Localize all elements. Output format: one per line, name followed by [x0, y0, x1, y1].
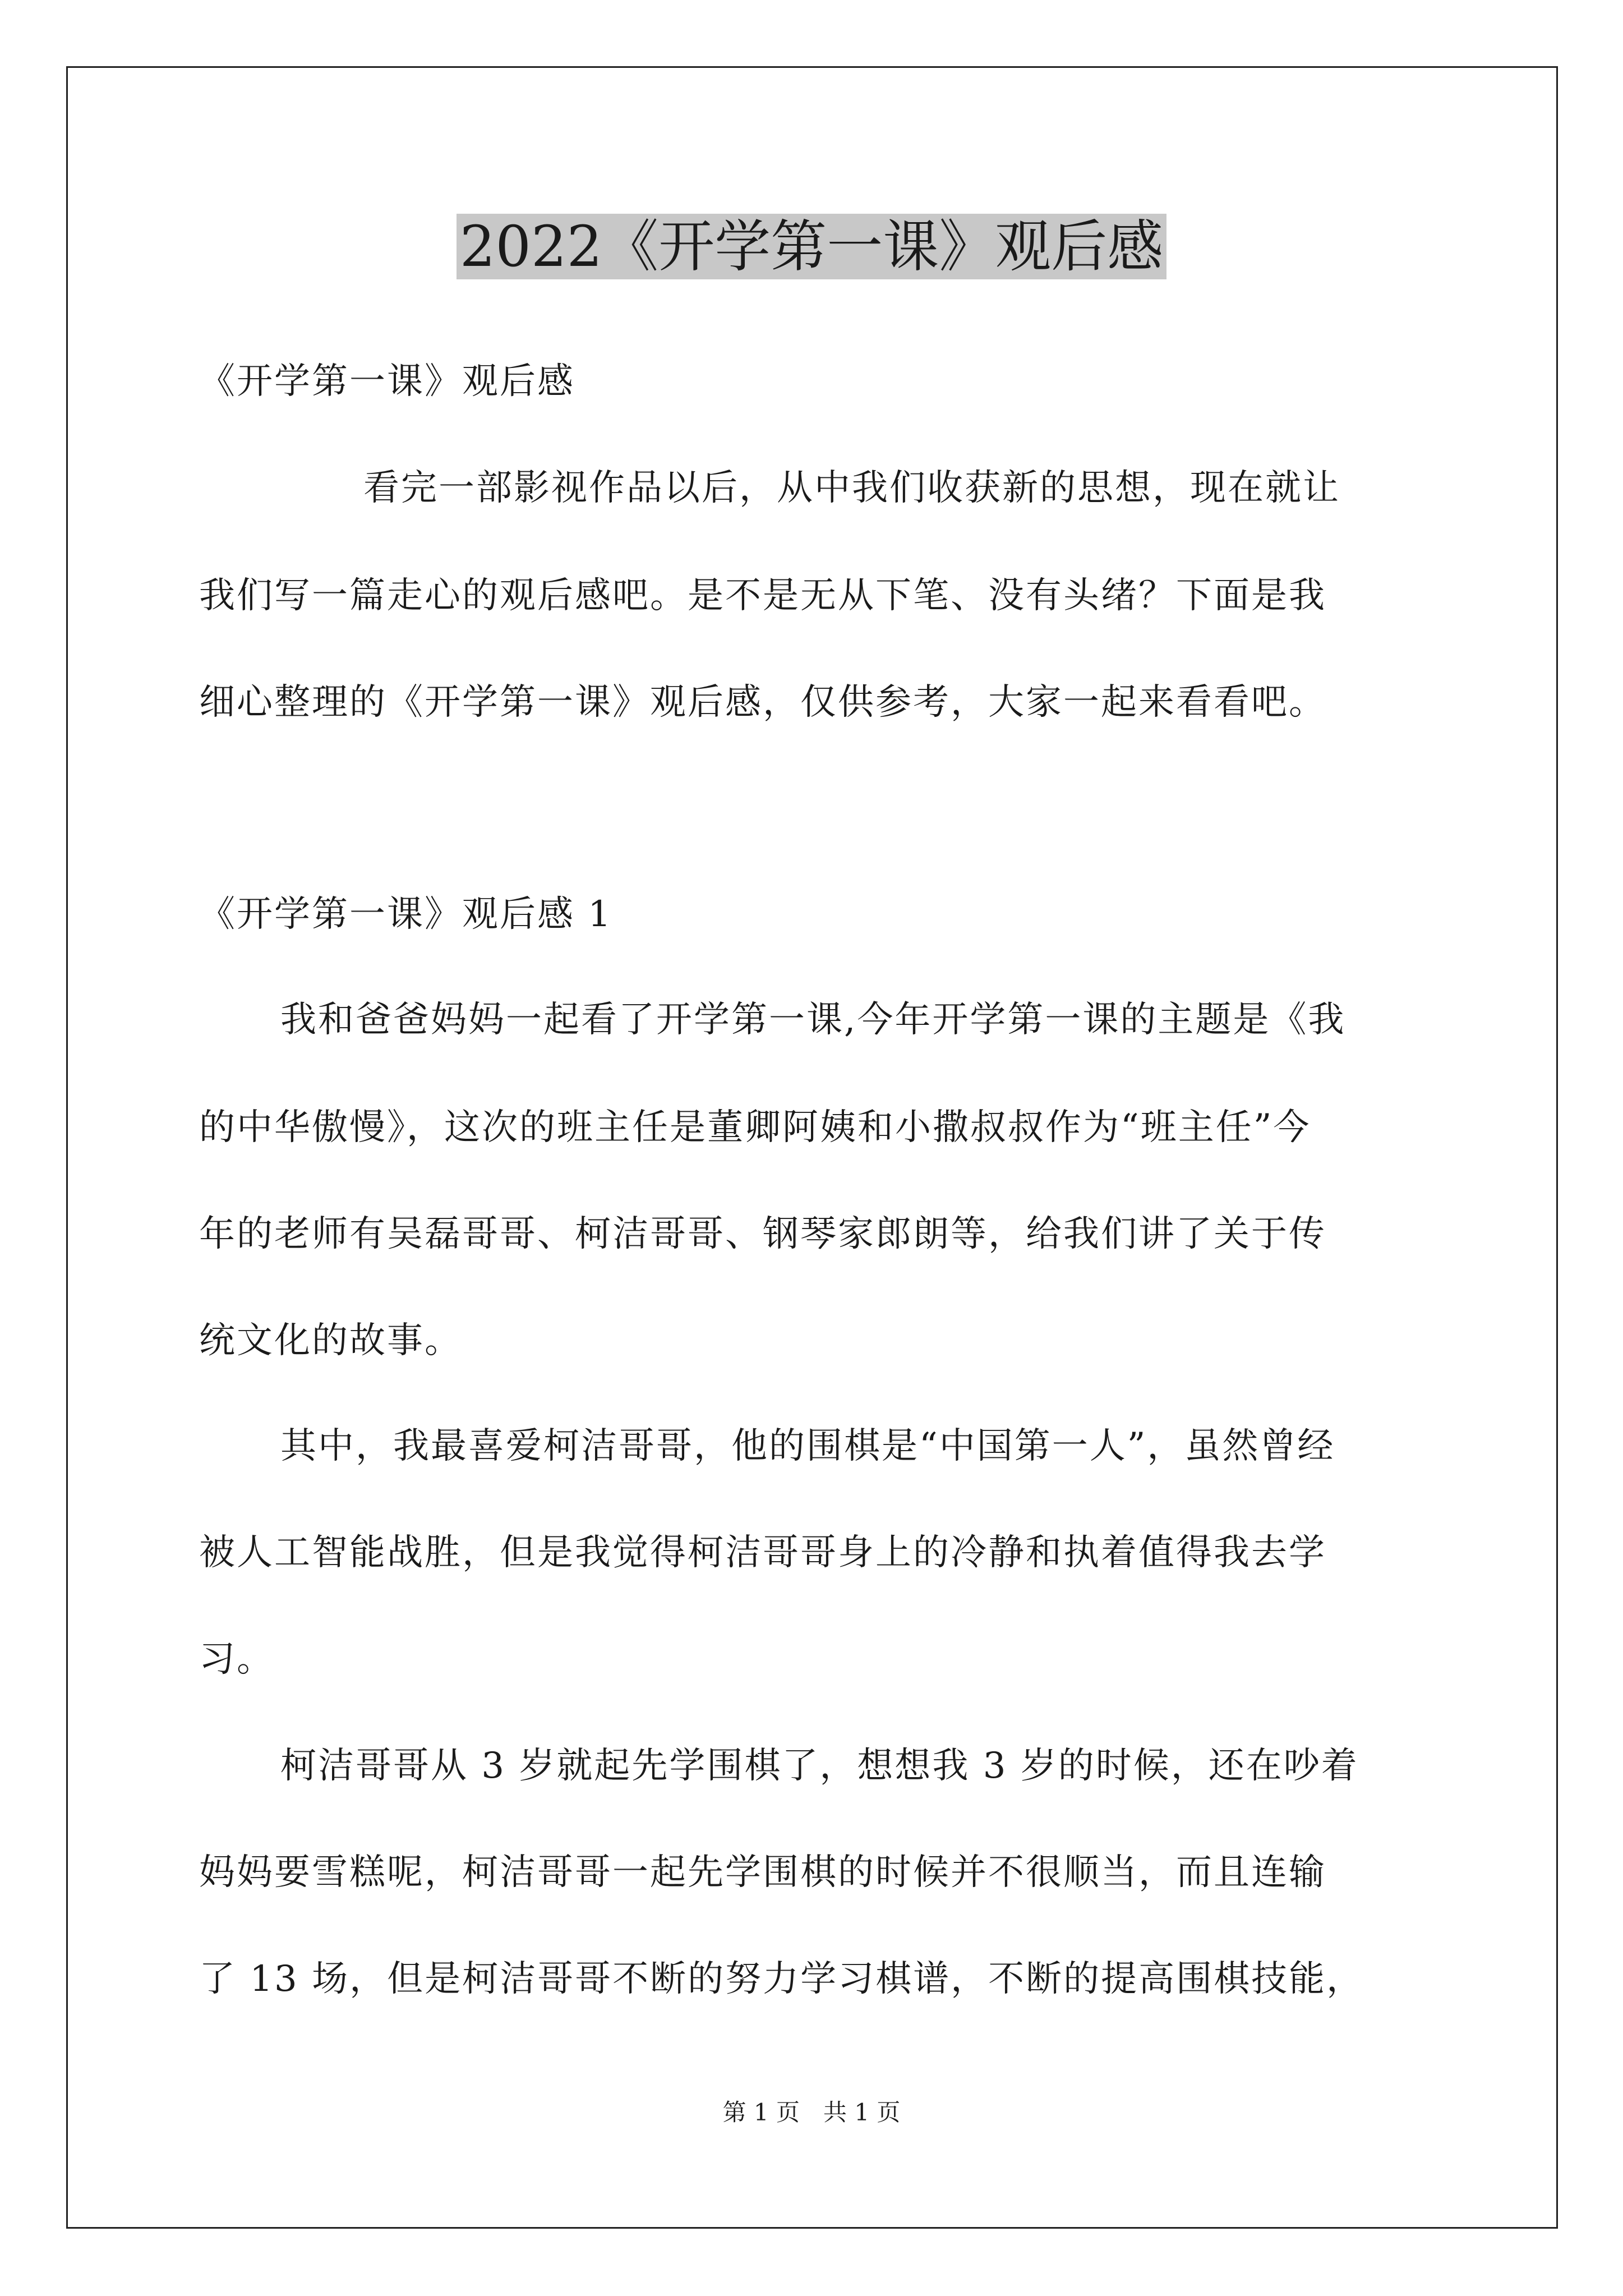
- section-heading: 《开学第一课》观后感 1: [199, 894, 613, 935]
- document-title: [0, 208, 1623, 286]
- paragraph3-line-1: 柯洁哥哥从 3 岁就起先学围棋了，想想我 3 岁的时候，还在吵着: [280, 1745, 1359, 1787]
- paragraph1-line-2: 的中华傲慢》，这次的班主任是董卿阿姨和小撒叔叔作为“班主任”今: [199, 1107, 1311, 1148]
- paragraph1-line-3: 年的老师有吴磊哥哥、柯洁哥哥、钢琴家郎朗等，给我们讲了关于传: [199, 1213, 1326, 1255]
- page-footer: 第 1 页 共 1 页: [722, 2099, 901, 2126]
- paragraph2-line-1: 其中，我最喜爱柯洁哥哥，他的围棋是“中国第一人”，虽然曾经: [280, 1425, 1335, 1467]
- paragraph2-line-2: 被人工智能战胜，但是我觉得柯洁哥哥身上的冷静和执着值得我去学: [199, 1532, 1326, 1573]
- document-title-text: 2022《开学第一课》观后感: [457, 214, 1167, 279]
- paragraph2-line-3: 习。: [199, 1639, 274, 1680]
- paragraph3-line-3: 了 13 场，但是柯洁哥哥不断的努力学习棋谱，不断的提高围棋技能，: [199, 1958, 1364, 2000]
- paragraph3-line-2: 妈妈要雪糕呢，柯洁哥哥一起先学围棋的时候并不很顺当，而且连输: [199, 1852, 1326, 1893]
- intro-line-2: 我们写一篇走心的观后感吧。是不是无从下笔、没有头绪？下面是我: [199, 575, 1326, 616]
- intro-line-1: 看完一部影视作品以后，从中我们收获新的思想，现在就让: [363, 467, 1340, 509]
- intro-line-3: 细心整理的《开学第一课》观后感，仅供参考，大家一起来看看吧。: [199, 682, 1326, 723]
- paragraph1-line-1: 我和爸爸妈妈一起看了开学第一课,今年开学第一课的主题是《我: [280, 999, 1346, 1041]
- subtitle: 《开学第一课》观后感: [199, 361, 575, 402]
- paragraph1-line-4: 统文化的故事。: [199, 1320, 462, 1361]
